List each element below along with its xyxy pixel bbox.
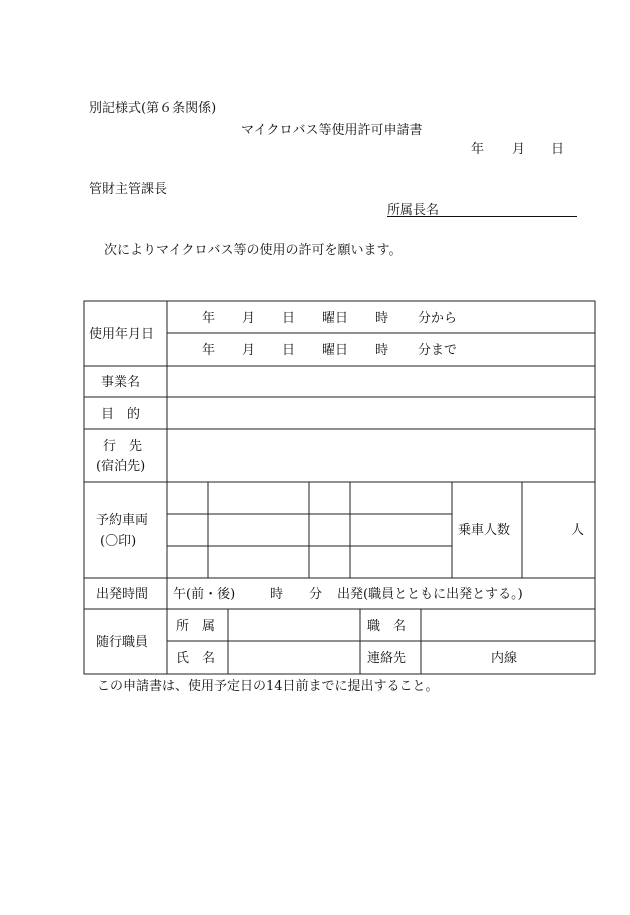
from-day-label: 日 [282, 311, 296, 326]
to-hour-label: 時 [375, 343, 389, 358]
vehicle-selection-grid[interactable] [168, 483, 451, 577]
to-minute-label: 分まで [418, 343, 458, 358]
staff-contact-label: 連絡先 [367, 651, 407, 666]
passengers-label: 乗車人数 [458, 523, 511, 538]
purpose-label: 目 的 [101, 407, 141, 422]
to-day-label: 日 [282, 343, 296, 358]
vehicle-label: 予約車両 [96, 513, 149, 528]
destination-label: 行 先 [103, 439, 143, 454]
usage-date-label: 使用年月日 [89, 327, 155, 342]
date-day-label: 日 [551, 142, 565, 157]
project-label: 事業名 [101, 375, 141, 390]
submission-notice: この申請書は、使用予定日の14日前までに提出すること。 [97, 679, 439, 694]
intro-text: 次によりマイクロバス等の使用の許可を願います。 [104, 243, 402, 258]
date-year-label: 年 [471, 142, 485, 157]
departure-hour-label: 時 [270, 587, 284, 602]
to-month-label: 月 [242, 343, 256, 358]
to-weekday-label: 曜日 [322, 343, 349, 358]
departure-minute-label: 分 [309, 587, 323, 602]
purpose-field[interactable] [168, 398, 594, 428]
form-note: 別記様式(第６条関係) [89, 101, 217, 116]
staff-position-label: 職 名 [367, 619, 407, 634]
addressee: 管財主管課長 [89, 182, 168, 197]
from-month-label: 月 [242, 311, 256, 326]
staff-affiliation-field[interactable] [229, 610, 359, 640]
staff-position-field[interactable] [422, 610, 594, 640]
date-month-label: 月 [512, 142, 526, 157]
passengers-unit: 人 [571, 523, 585, 538]
usage-date-to-row[interactable] [202, 342, 457, 358]
destination-field[interactable] [168, 430, 594, 481]
vehicle-mark-label: (〇印) [100, 534, 137, 549]
departure-ampm: 午(前・後) [173, 587, 236, 602]
usage-date-from-row[interactable] [202, 310, 457, 326]
staff-affiliation-label: 所 属 [176, 619, 216, 634]
from-year-label: 年 [202, 311, 216, 326]
from-weekday-label: 曜日 [322, 311, 349, 326]
from-minute-label: 分から [418, 311, 458, 326]
project-field[interactable] [168, 367, 594, 396]
staff-extension-field[interactable] [422, 642, 490, 673]
staff-extension-label: 内線 [491, 651, 518, 666]
staff-label: 随行職員 [96, 635, 149, 650]
applicant-name-label: 所属長名 [387, 203, 440, 218]
departure-label: 出発時間 [96, 587, 149, 602]
form-title: マイクロバス等使用許可申請書 [241, 123, 423, 138]
departure-time-field[interactable] [173, 586, 523, 602]
destination-sub-label: (宿泊先) [96, 459, 146, 474]
to-year-label: 年 [202, 343, 216, 358]
passengers-field[interactable] [523, 483, 568, 577]
staff-name-field[interactable] [229, 642, 359, 673]
staff-name-label: 氏 名 [176, 651, 216, 666]
from-hour-label: 時 [375, 311, 389, 326]
departure-note: 出発(職員とともに出発とする。) [337, 587, 523, 602]
